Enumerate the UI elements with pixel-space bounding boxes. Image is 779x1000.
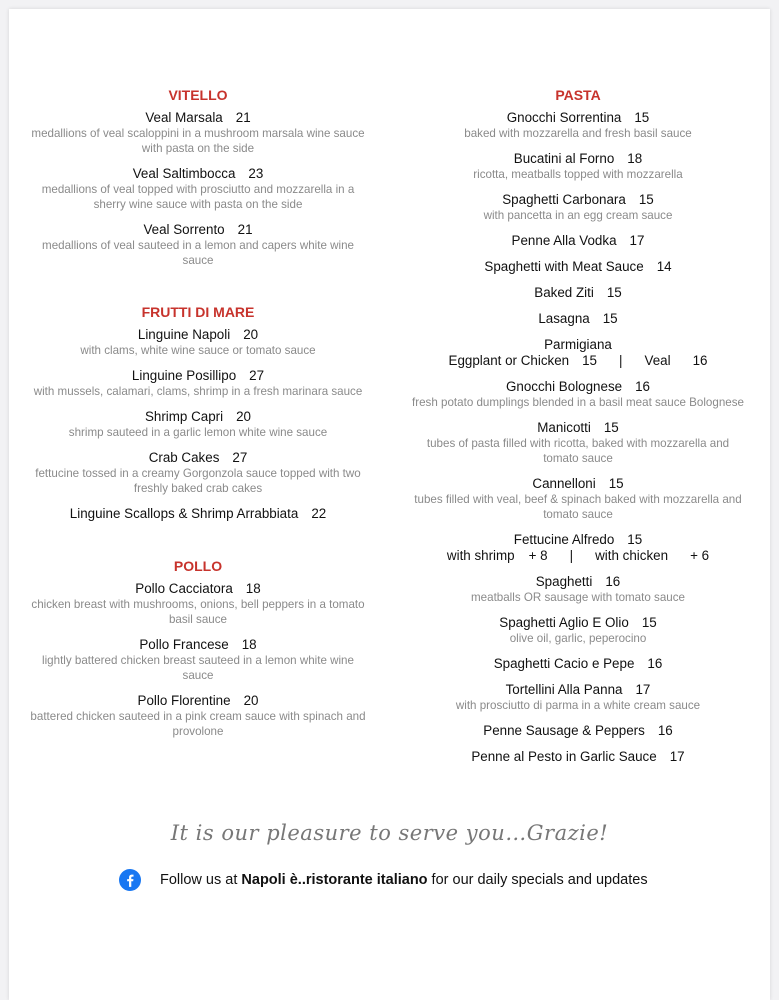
menu-item: [19, 693, 377, 739]
item-name: Pollo Florentine: [137, 693, 231, 708]
social-follow: [119, 869, 648, 891]
option-name: Veal: [644, 353, 671, 368]
menu-item: [19, 110, 377, 156]
item-name: Pollo Francese: [139, 637, 229, 652]
item-price: 15: [638, 192, 654, 207]
menu-item: [19, 409, 377, 440]
item-price: 20: [243, 693, 259, 708]
item-name: Spaghetti: [535, 574, 593, 589]
option-price: + 8: [528, 548, 548, 563]
item-name: Cannelloni: [532, 476, 596, 491]
menu-item: [407, 420, 749, 466]
item-name: Penne Sausage & Peppers: [483, 723, 645, 738]
menu-item: [407, 476, 749, 522]
item-options: [407, 353, 749, 369]
item-price: 18: [241, 637, 257, 652]
item-price: 15: [641, 615, 657, 630]
item-name: Parmigiana: [544, 337, 612, 352]
item-name: Crab Cakes: [148, 450, 220, 465]
item-price: 15: [602, 311, 618, 326]
item-price: 20: [236, 409, 252, 424]
facebook-icon[interactable]: [119, 869, 141, 891]
item-price: 23: [248, 166, 264, 181]
option-price: 16: [692, 353, 708, 368]
menu-item: [407, 151, 749, 182]
item-name: Linguine Scallops & Shrimp Arrabbiata: [69, 506, 299, 521]
item-price: 22: [311, 506, 327, 521]
menu-item-alfredo: [407, 532, 749, 564]
item-description: shrimp sauteed in a garlic lemon white wine sauce: [68, 426, 328, 439]
item-price: 16: [605, 574, 621, 589]
item-name: Veal Sorrento: [143, 222, 225, 237]
item-price: 15: [608, 476, 624, 491]
item-price: 16: [635, 379, 651, 394]
item-name: Tortellini Alla Panna: [505, 682, 623, 697]
menu-item: [19, 506, 377, 522]
thank-you-message: It is our pleasure to serve you…Grazie!: [170, 821, 609, 845]
item-description: meatballs OR sausage with tomato sauce: [471, 591, 685, 604]
menu-item: [19, 222, 377, 268]
item-price: 20: [243, 327, 259, 342]
item-price: 17: [635, 682, 651, 697]
menu-item: [407, 285, 749, 301]
item-name: Veal Saltimbocca: [132, 166, 236, 181]
item-name: Bucatini al Forno: [513, 151, 615, 166]
left-column: [19, 87, 377, 775]
item-description: with prosciutto di parma in a white cream sauce: [455, 699, 701, 712]
menu-item: [407, 682, 749, 713]
item-description: with pancetta in an egg cream sauce: [483, 209, 673, 222]
menu-item: [19, 368, 377, 399]
option-price: + 6: [690, 548, 710, 563]
item-price: 18: [627, 151, 643, 166]
item-name: Penne Alla Vodka: [511, 233, 617, 248]
menu-item: [407, 656, 749, 672]
item-name: Spaghetti Cacio e Pepe: [493, 656, 635, 671]
item-price: 15: [603, 420, 619, 435]
item-name: Pollo Cacciatora: [135, 581, 233, 596]
section-title: VITELLO: [168, 87, 228, 103]
item-description: medallions of veal sauteed in a lemon and capers white wine sauce: [42, 239, 354, 267]
item-name: Manicotti: [537, 420, 591, 435]
item-price: 17: [669, 749, 685, 764]
menu-item: [407, 233, 749, 249]
menu-item: [407, 749, 749, 765]
item-name: Linguine Posillipo: [131, 368, 237, 383]
item-description: fettucine tossed in a creamy Gorgonzola sauce topped with two freshly baked crab cakes: [35, 467, 361, 495]
option-price: 15: [582, 353, 598, 368]
item-description: ricotta, meatballs topped with mozzarella: [473, 168, 683, 181]
follow-text: [160, 872, 648, 888]
item-name: Fettucine Alfredo: [513, 532, 615, 547]
follow-prefix: Follow us at: [160, 872, 242, 888]
menu-item: [19, 450, 377, 496]
menu-item-parmigiana: [407, 337, 749, 369]
item-price: 18: [245, 581, 261, 596]
item-description: medallions of veal scaloppini in a mushroom marsala wine sauce with pasta on the side: [31, 127, 365, 155]
item-options: [407, 548, 749, 564]
item-price: 14: [656, 259, 672, 274]
section-title: POLLO: [173, 558, 223, 574]
item-description: medallions of veal topped with prosciutto and mozzarella in a sherry wine sauce with pasta on the side: [41, 183, 355, 211]
menu-page: [9, 9, 770, 1000]
item-name: Veal Marsala: [145, 110, 223, 125]
item-price: 16: [657, 723, 673, 738]
item-description: lightly battered chicken breast sauteed in a lemon white wine sauce: [42, 654, 354, 682]
item-description: baked with mozzarella and fresh basil sauce: [464, 127, 692, 140]
item-price: 21: [235, 110, 251, 125]
follow-suffix: for our daily specials and updates: [427, 872, 648, 888]
menu-item: [407, 311, 749, 327]
menu-item: [19, 581, 377, 627]
item-price: 15: [634, 110, 650, 125]
item-description: battered chicken sauteed in a pink cream sauce with spinach and provolone: [30, 710, 366, 738]
menu-item: [407, 615, 749, 646]
item-name: Spaghetti Carbonara: [502, 192, 626, 207]
section-vitello: [19, 87, 377, 268]
item-name: Spaghetti with Meat Sauce: [484, 259, 644, 274]
item-description: tubes filled with veal, beef & spinach baked with mozzarella and tomato sauce: [414, 493, 742, 521]
option-separator: |: [619, 353, 623, 368]
item-name: Spaghetti Aglio E Olio: [499, 615, 629, 630]
option-name: with chicken: [595, 548, 669, 563]
item-price: 16: [647, 656, 663, 671]
item-name: Linguine Napoli: [137, 327, 231, 342]
option-separator: |: [569, 548, 574, 563]
menu-item: [407, 110, 749, 141]
menu-item: [407, 379, 749, 410]
item-name: Shrimp Capri: [144, 409, 224, 424]
section-title-pasta: PASTA: [555, 87, 601, 103]
item-price: 27: [249, 368, 265, 383]
section-pollo: [19, 558, 377, 739]
item-description: fresh potato dumplings blended in a basil meat sauce Bolognese: [412, 396, 744, 409]
item-name: Gnocchi Sorrentina: [506, 110, 622, 125]
item-description: tubes of pasta filled with ricotta, baked with mozzarella and tomato sauce: [426, 437, 730, 465]
item-price: 17: [629, 233, 645, 248]
item-name: Gnocchi Bolognese: [505, 379, 623, 394]
menu-item: [407, 259, 749, 275]
item-name: Baked Ziti: [534, 285, 594, 300]
menu-item: [407, 723, 749, 739]
item-price: 27: [232, 450, 248, 465]
item-price: 15: [627, 532, 643, 547]
option-name: Eggplant or Chicken: [448, 353, 570, 368]
right-column: [407, 87, 749, 775]
item-name: Penne al Pesto in Garlic Sauce: [471, 749, 657, 764]
section-title: FRUTTI DI MARE: [141, 304, 255, 320]
item-price: 21: [237, 222, 253, 237]
item-description: with mussels, calamari, clams, shrimp in a fresh marinara sauce: [33, 385, 363, 398]
menu-item: [407, 574, 749, 605]
option-name: with shrimp: [446, 548, 515, 563]
menu-item: [19, 327, 377, 358]
menu-item: [19, 166, 377, 212]
menu-item: [407, 192, 749, 223]
item-description: olive oil, garlic, peperocino: [509, 632, 647, 645]
restaurant-name-link[interactable]: Napoli è..ristorante italiano: [241, 872, 428, 888]
item-name: Lasagna: [538, 311, 590, 326]
section-frutti-di-mare: [19, 304, 377, 522]
item-description: chicken breast with mushrooms, onions, bell peppers in a tomato basil sauce: [31, 598, 365, 626]
item-description: with clams, white wine sauce or tomato sauce: [80, 344, 316, 357]
item-price: 15: [606, 285, 622, 300]
menu-item: [19, 637, 377, 683]
